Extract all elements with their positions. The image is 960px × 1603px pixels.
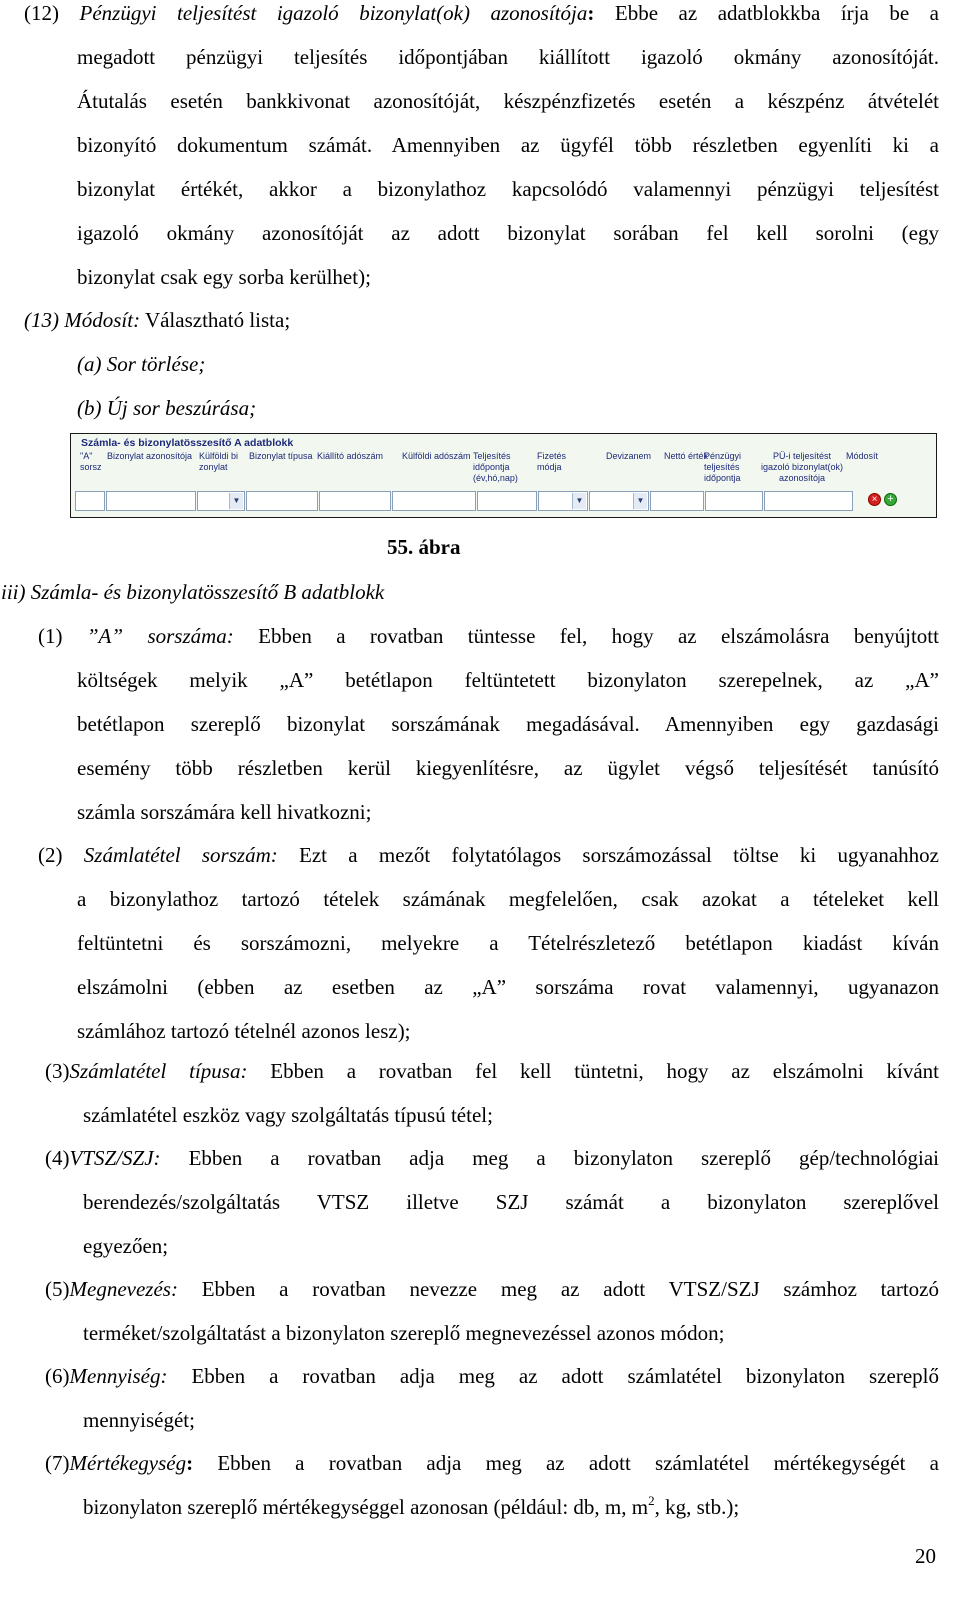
item-b7: (7)Mértékegység: Ebben a rovatban adja meg az adott számlatétel mértékegységét a bizonylaton szereplő mértékegységgel azonosan (például: db, m, $m^2$, kg, stb.); [45, 1451, 939, 1519]
chevron-down-icon[interactable]: ▼ [229, 493, 243, 509]
form-column-header: Fizetés módja [537, 451, 567, 472]
form-column-header: Teljesítés időpontja (év,hó,nap) [473, 451, 518, 483]
form-column-header: Nettó érték [664, 451, 709, 461]
form-text-field[interactable] [650, 491, 704, 511]
form-column-header: Devizanem [606, 451, 652, 461]
form-text-field[interactable] [392, 491, 476, 511]
page-number: 20 [915, 1544, 936, 1568]
item-b1: (1) ”A” sorszáma: Ebben a rovatban tüntesse fel, hogy az elszámolásra benyújtott költségek melyik „A” betétlapon feltüntetett bizonylaton szerepelnek, az „A” betétlapon szereplő bizonylat sorszámának megadásával. Amennyiben egy gazdasági esemény több részletben kerül kiegyenlítésre, az ügylet végső teljesítését tanúsító számla sorszámára kell hivatkozni; [38, 624, 939, 824]
form-title: Számla- és bizonylatösszesítő A adatblokk [81, 437, 294, 449]
item-b4-term: VTSZ/SZJ: [69, 1146, 161, 1170]
form-text-field[interactable] [319, 491, 391, 511]
figure-caption: 55. ábra [387, 535, 461, 559]
section-heading: iii) Számla- és bizonylatösszesítő B adatblokk [1, 580, 385, 604]
chevron-down-icon[interactable]: ▼ [633, 493, 647, 509]
section-iii [1, 570, 916, 614]
form-column-header: Pénzügyi teljesítés időpontja [704, 451, 742, 483]
item-13: (13) Módosít: Választható lista; (a) Sor törlése; (b) Új sor beszúrása; [24, 298, 939, 430]
form-select-field[interactable] [589, 491, 649, 511]
form-text-field[interactable] [705, 491, 763, 511]
item-12-term: Pénzügyi teljesítést igazoló bizonylat(ok) azonosítója [79, 1, 588, 25]
delete-row-icon[interactable]: × [868, 493, 881, 506]
item-b7-term: Mértékegység [69, 1451, 187, 1475]
form-text-field[interactable] [75, 491, 105, 511]
item-13-b: (b) Új sor beszúrása; [77, 396, 257, 420]
item-b5-term: Megnevezés: [69, 1277, 178, 1301]
item-b2-term: Számlatétel sorszám: [83, 843, 278, 867]
item-b1-term: ”A” sorszáma: [86, 624, 234, 648]
item-13-a: (a) Sor törlése; [77, 352, 206, 376]
form-column-header: Külföldi adószám [402, 451, 471, 461]
form-text-field[interactable] [764, 491, 853, 511]
form-input-row [75, 491, 932, 512]
item-b6-term: Mennyiség: [69, 1364, 168, 1388]
form-column-header: Módosít [846, 451, 879, 461]
add-row-icon[interactable]: + [884, 493, 897, 506]
item-b2: (2) Számlatétel sorszám: Ezt a mezőt folytatólagos sorszámozással töltse ki ugyanahhoz a bizonylathoz tartozó tételek számának megfelelően, csak azokat a tételeket kell feltüntetni és sorszámozni, melyekre a Tételrészletező betétlapon kiadást kíván elszámolni (ebben az esetben az „A” sorszáma rovat valamennyi, ugyanazon számlához tartozó tételnél azonos lesz); [38, 843, 939, 1043]
item-13-term: (13) Módosít: [24, 308, 141, 332]
item-b3: (3)Számlatétel típusa: Ebben a rovatban fel kell tüntetni, hogy az elszámolni kívánt számlatétel eszköz vagy szolgáltatás típusú tétel; [45, 1059, 939, 1127]
form-column-header: PÜ-i teljesítést igazoló bizonylat(ok) azonosítója [761, 451, 844, 483]
item-b6: (6)Mennyiség: Ebben a rovatban adja meg az adott számlatétel bizonylaton szereplő mennyiségét; [45, 1364, 939, 1432]
item-b3-term: Számlatétel típusa: [69, 1059, 248, 1083]
item-b4: (4)VTSZ/SZJ: Ebben a rovatban adja meg a bizonylaton szereplő gép/technológiai berendezés/szolgáltatás VTSZ illetve SZJ számát a bizonylaton szereplővel egyezően; [45, 1146, 939, 1258]
chevron-down-icon[interactable]: ▼ [572, 493, 586, 509]
form-column-header: Kiállító adószám [317, 451, 384, 461]
item-b5: (5)Megnevezés: Ebben a rovatban nevezze meg az adott VTSZ/SZJ számhoz tartozó terméket/szolgáltatást a bizonylaton szereplő megnevezéssel azonos módon; [45, 1277, 939, 1345]
form-select-field[interactable] [197, 491, 245, 511]
form-screenshot [70, 433, 937, 518]
form-column-header: Bizonylat típusa [249, 451, 313, 461]
form-column-header: Bizonylat azonosítója [107, 451, 193, 461]
form-text-field[interactable] [477, 491, 537, 511]
form-column-header: "A" sorsz [80, 451, 102, 472]
form-select-field[interactable] [538, 491, 588, 511]
form-text-field[interactable] [246, 491, 318, 511]
form-text-field[interactable] [106, 491, 196, 511]
item-12: (12) Pénzügyi teljesítést igazoló bizonylat(ok) azonosítója: Ebbe az adatblokkba írja be a megadott pénzügyi teljesítés időpontjában kiállított igazoló okmány azonosítóját. Átutalás esetén bankkivonat azonosítóját, készpénzfizetés esetén a készpénz átvételét bizonyító dokumentum számát. Amennyiben az ügyfél több részletben egyenlíti ki a bizonylat értékét, akkor a bizonylathoz kapcsolódó valamennyi pénzügyi teljesítést igazoló okmány azonosítóját az adott bizonylat sorában fel kell sorolni (egy bizonylat csak egy sorba kerülhet); [24, 1, 939, 289]
form-column-header: Külföldi bi zonylat [199, 451, 239, 472]
